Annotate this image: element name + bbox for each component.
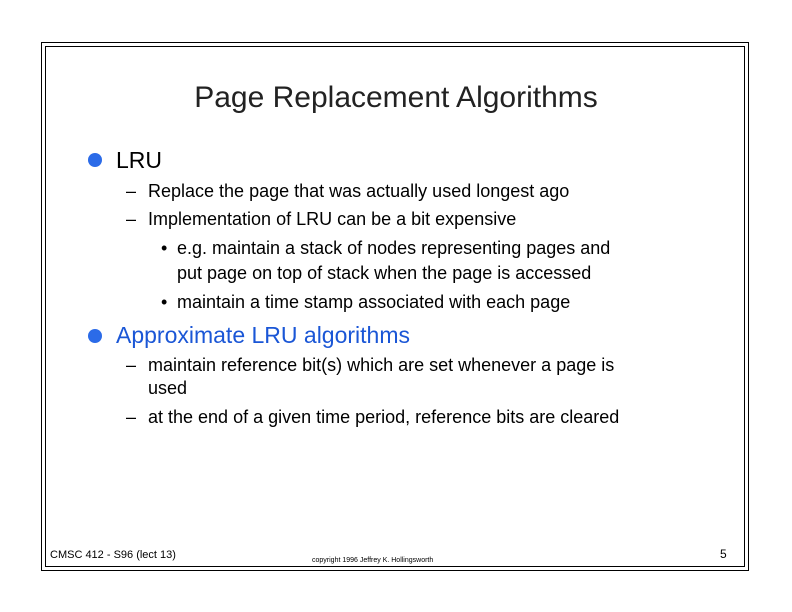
slide-title: Page Replacement Algorithms	[194, 81, 598, 114]
dash-icon: –	[126, 209, 137, 229]
subitem-implementation-cost: Implementation of LRU can be a bit expensive	[148, 209, 517, 229]
bullet-lru: LRU	[116, 147, 163, 173]
subitem-reference-bits-line-1: maintain reference bit(s) which are set whenever a page is	[148, 355, 615, 375]
bullet-approximate-lru: Approximate LRU algorithms	[116, 322, 411, 348]
page-number: 5	[720, 547, 727, 561]
small-bullet-icon: •	[161, 238, 168, 258]
dash-icon: –	[126, 355, 137, 375]
footer-copyright: copyright 1996 Jeffrey K. Hollingsworth	[312, 557, 434, 564]
subitem-reference-bits-line-2: used	[148, 378, 188, 398]
small-bullet-icon: •	[161, 292, 168, 312]
detail-stack-line-1: e.g. maintain a stack of nodes representing pages and	[177, 238, 611, 258]
footer-course: CMSC 412 - S96 (lect 13)	[50, 549, 176, 561]
detail-time-stamp: maintain a time stamp associated with each page	[177, 292, 571, 312]
dash-icon: –	[126, 181, 137, 201]
subitem-replace-longest: Replace the page that was actually used longest ago	[148, 181, 570, 201]
bullet-dot-icon	[88, 153, 102, 167]
detail-stack-line-2: put page on top of stack when the page is accessed	[177, 263, 592, 283]
subitem-bits-cleared: at the end of a given time period, reference bits are cleared	[148, 407, 620, 427]
bullet-dot-icon	[88, 329, 102, 343]
dash-icon: –	[126, 407, 137, 427]
